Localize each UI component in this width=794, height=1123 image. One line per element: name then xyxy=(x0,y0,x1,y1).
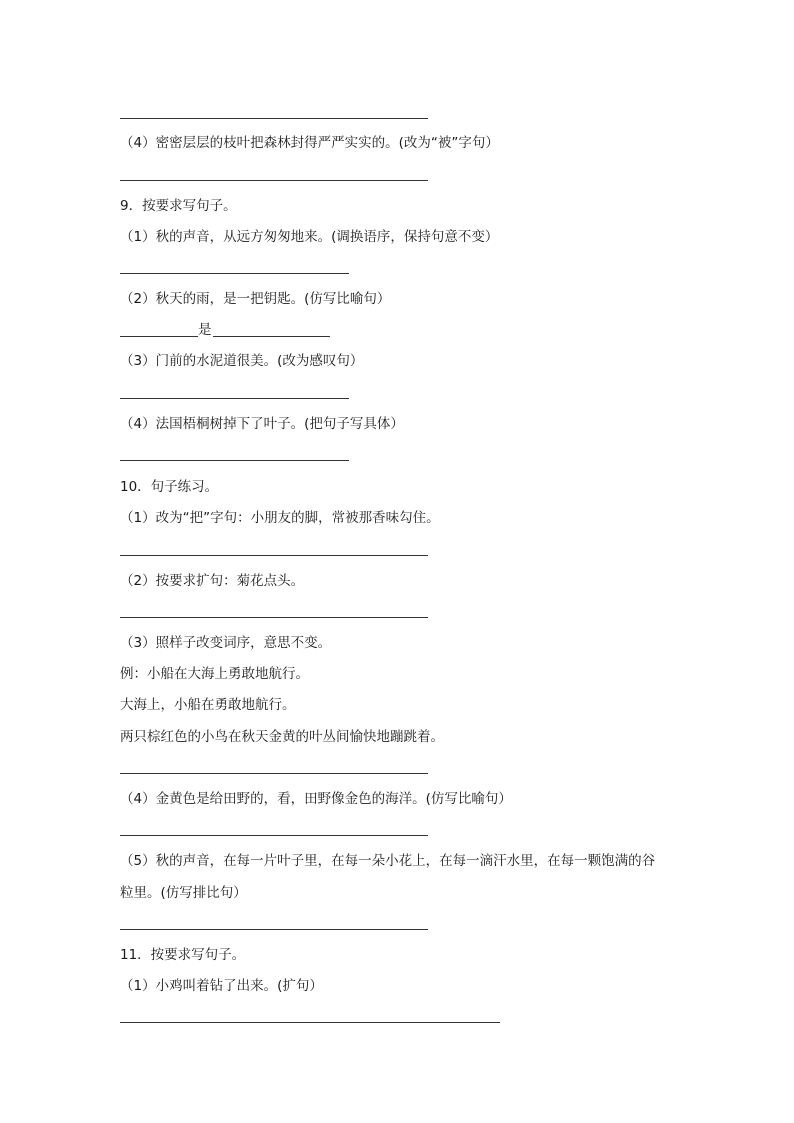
q10-heading: 10．句子练习。 xyxy=(120,479,219,495)
q9-item1: （1）秋的声音，从远方匆匆地来。(调换语序，保持句意不变） xyxy=(120,229,499,245)
answer-line[interactable] xyxy=(120,773,428,774)
q10-example-task: 两只棕红色的小鸟在秋天金黄的叶丛间愉快地蹦跳着。 xyxy=(120,729,444,745)
q8-item4: （4）密密层层的枝叶把森林封得严严实实的。(改为“被”字句） xyxy=(120,135,499,151)
blank-line[interactable] xyxy=(213,336,330,337)
answer-line[interactable] xyxy=(120,118,428,119)
q9-item2-connector: 是 xyxy=(198,322,212,338)
q9-heading: 9．按要求写句子。 xyxy=(120,198,237,214)
answer-line[interactable] xyxy=(120,555,428,556)
q9-item3: （3）门前的水泥道很美。(改为感叹句） xyxy=(120,353,364,369)
answer-line[interactable] xyxy=(120,1022,500,1023)
answer-line[interactable] xyxy=(120,273,349,274)
answer-line[interactable] xyxy=(120,835,428,836)
answer-line[interactable] xyxy=(120,180,428,181)
q11-item1: （1）小鸡叫着钻了出来。(扩句） xyxy=(120,978,323,994)
q10-item2: （2）按要求扩句：菊花点头。 xyxy=(120,573,305,589)
answer-line[interactable] xyxy=(120,460,349,461)
answer-line[interactable] xyxy=(120,617,428,618)
answer-line[interactable] xyxy=(120,929,428,930)
q10-item3: （3）照样子改变词序，意思不变。 xyxy=(120,635,332,651)
q10-item1: （1）改为“把”字句：小朋友的脚，常被那香味勾住。 xyxy=(120,510,440,526)
q10-example-label: 例：小船在大海上勇敢地航行。 xyxy=(120,666,309,682)
q10-item4: （4）金黄色是给田野的，看，田野像金色的海洋。(仿写比喻句） xyxy=(120,791,512,807)
answer-line[interactable] xyxy=(120,398,349,399)
q9-item4: （4）法国梧桐树掉下了叶子。(把句子写具体） xyxy=(120,416,404,432)
q10-item5-line1: （5）秋的声音，在每一片叶子里，在每一朵小花上，在每一滴汗水里，在每一颗饱满的谷 xyxy=(120,853,656,869)
blank-line[interactable] xyxy=(120,336,198,337)
q11-heading: 11．按要求写句子。 xyxy=(120,947,246,963)
q9-item2: （2）秋天的雨，是一把钥匙。(仿写比喻句） xyxy=(120,291,391,307)
q10-item5-line2: 粒里。(仿写排比句） xyxy=(120,885,247,901)
q10-example-answer: 大海上，小船在勇敢地航行。 xyxy=(120,697,296,713)
